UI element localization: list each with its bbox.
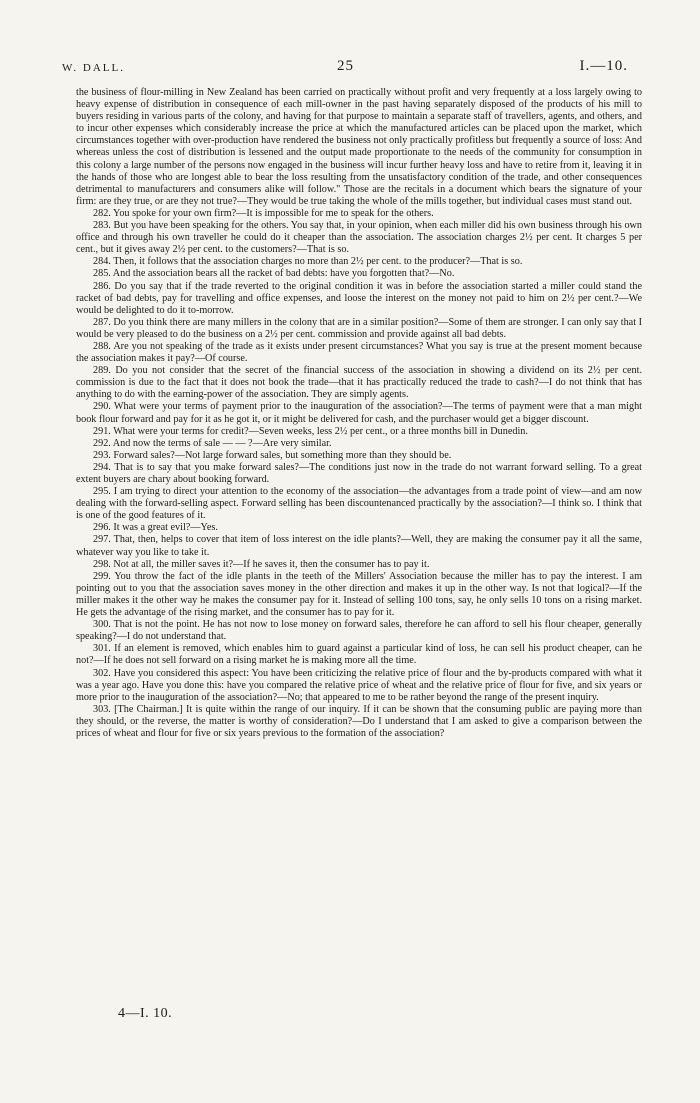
page-number: 25 — [337, 58, 354, 74]
paragraph: 299. You throw the fact of the idle plants in the teeth of the Millers' Association because the miller has to pay the interest. I am pointing out to you that the association saves money in the other direction and makes it up in the other way. Is not that logical?—If the miller makes it the other way he makes the consumer pay for it. Instead of selling 100 tons, say, he only sells 10 tons on a rising market. He gets the advantage of the rising market, and the consumer has to pay for it. — [76, 570, 642, 619]
paragraph: 293. Forward sales?—Not large forward sales, but something more than they should be. — [93, 449, 452, 461]
paragraph: 295. I am trying to direct your attention to the economy of the association—the advantages from a trade point of view—and am now dealing with the forward-selling aspect. Forward selling has been discountenanced practically by the association?—I think so. I think that is one of the good features of it. — [76, 486, 642, 522]
paragraph: 297. That, then, helps to cover that item of loss interest on the idle plants?—Well, they are making the consumer pay it all the same, whatever way you like to take it. — [76, 534, 642, 558]
paragraph: 288. Are you not speaking of the trade as it exists under present circumstances? What you say is true at the present moment because the association makes it pay?—Of course. — [76, 340, 642, 365]
paragraph: 287. Do you think there are many millers in the colony that are in a similar position?—Some of them are stronger. I can only say that I would be very pleased to do the business on a 2½ per cent. commission and provide against all bad debts. — [76, 316, 642, 340]
paragraph: 286. Do you say that if the trade reverted to the original condition it was in before the association started a miller could stand the racket of bad debts, pay for travelling and office expenses, and loose the interest on the money not paid to him on 2½ per cent.?—We would be delighted to do it to-morrow. — [76, 280, 642, 316]
paragraph: 284. Then, it follows that the association charges no more than 2½ per cent. to the producer?—That is so. — [93, 256, 523, 268]
paragraph: 289. Do you not consider that the secret of the financial success of the association in showing a dividend on its 2½ per cent. commission is due to the fact that it does not book the trade—that it has practically reduced the trade to cash?—I do not think that has anything to do with the earning-power of the association. They are simply agents. — [76, 365, 642, 401]
paragraph: 294. That is to say that you make forward sales?—The conditions just now in the trade do not warrant forward selling. To a great extent buyers are chary about booking forward. — [76, 461, 642, 485]
paragraph: 300. That is not the point. He has not now to lose money on forward sales, therefore he can afford to sell his flour cheaper, generally speaking?—I do not understand that. — [76, 619, 642, 643]
paragraph: 282. You spoke for your own firm?—It is impossible for me to speak for the others. — [93, 207, 434, 219]
paragraph: 283. But you have been speaking for the others. You say that, in your opinion, when each miller did his own business through his own office and through his own traveller he could do it cheaper than the association. The association charges 2½ per cent. It charges 5 per cent., but it gives away 2½ per cent. to the customers?—That is so. — [76, 220, 642, 256]
header-document-ref: I.—10. — [579, 58, 628, 74]
paragraph: 296. It was a great evil?—Yes. — [93, 522, 218, 534]
header-witness-name: W. DALL. — [62, 62, 125, 74]
paragraph: 285. And the association bears all the racket of bad debts: have you forgotten that?—No. — [93, 268, 455, 280]
paragraph: 292. And now the terms of sale — — ?—Are very similar. — [93, 437, 332, 449]
paragraph: 301. If an element is removed, which enables him to guard against a particular kind of loss, he can sell his product cheaper, can he not?—If he does not sell forward on a rising market he is making more all the time. — [76, 643, 642, 667]
paragraph: 291. What were your terms for credit?—Seven weeks, less 2½ per cent., or a three months bill in Dunedin. — [93, 425, 528, 437]
body-text — [76, 87, 642, 740]
paragraph: 290. What were your terms of payment prior to the inauguration of the association?—The terms of payment were that a man might book flour forward and pay for it as he got it, or it might be delivered for cash, and the purchaser would get a bigger discount. — [76, 401, 642, 425]
paragraph: 302. Have you considered this aspect: You have been criticizing the relative price of flour and the by-products compared with what it was a year ago. Have you done this: have you compared the relative price of wheat and the relative price of flour for five, and six years or more prior to the inauguration of the association?—No; that appeared to me to be rather beyond the range of the present inquiry. — [76, 667, 642, 703]
page-header — [62, 58, 628, 78]
paragraph: 298. Not at all, the miller saves it?—If he saves it, then the consumer has to pay it. — [93, 558, 430, 570]
page-footer-signature: 4—I. 10. — [118, 1006, 173, 1021]
paragraph: 303. [The Chairman.] It is quite within the range of our inquiry. If it can be shown that the consuming public are paying more than they should, or the reverse, the matter is worthy of consideration?—Do I understand that I am asked to give a comparison between the prices of wheat and flour for five or six years previous to the formation of the association? — [76, 703, 642, 739]
paragraph: the business of flour-milling in New Zealand has been carried on practically without profit and very frequently at a loss largely owing to heavy expense of distribution in consequence of each mill-owner in the past having separately disposed of the products of his mill to buyers residing in various parts of the colony, and having for that purpose to maintain a separate staff of travellers, agents, and others, and to incur other expenses which considerably increase the price at which the manufactured articles can be placed upon the market, which circumstances together with over-production have rendered the business not only practically profitless but frequently a source of loss: And whereas unless the cost of distribution is lessened and the output made proportionate to the needs of the community for consumption in this colony a large number of the persons now engaged in the business will incur further heavy loss and have to retire from it, leaving it in the hands of those who are longest able to bear the loss resulting from the unsatisfactory condition of the trade, and other consequences detrimental to manufacturers and consumers alike will follow." Those are the recitals in a document which bears the signature of your firm: are they true, or are they not true?—They would be true taking the whole of the mills together, but individual cases must stand out. — [76, 87, 642, 207]
